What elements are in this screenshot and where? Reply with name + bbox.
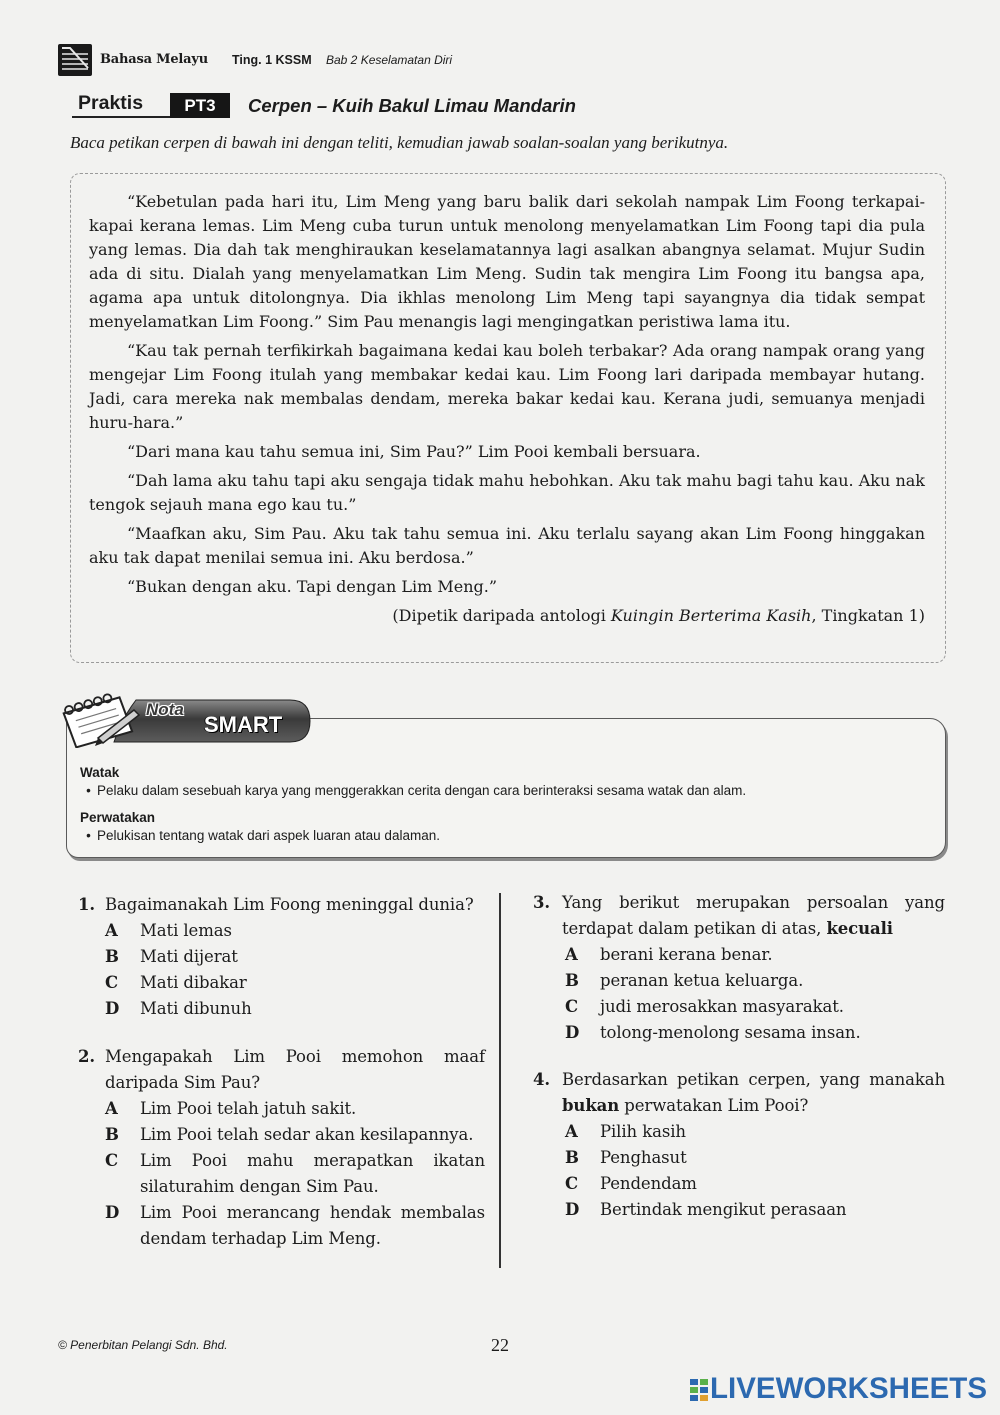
option-c[interactable] (105, 1148, 485, 1200)
option-text: Mati dibunuh (140, 999, 252, 1018)
praktis-label: Praktis (78, 92, 144, 114)
header-subject: Bahasa Melayu (100, 52, 208, 67)
option-letter: A (565, 1122, 578, 1141)
question-stem (78, 892, 485, 918)
options-list (105, 918, 485, 1022)
question-number: 4. (533, 1070, 551, 1089)
option-d[interactable] (565, 1020, 945, 1046)
option-letter: C (565, 1174, 579, 1193)
question-emphasis: kecuali (826, 919, 893, 938)
passage-paragraph: “Kebetulan pada hari itu, Lim Meng yang baru balik dari sekolah nampak Lim Foong terkapai-kapai kerana lemas. Lim Meng cuba turun untuk menolong menyelamatkan Lim Foong tapi dia pula yang lemas. Dia dah tak menghiraukan keselamatannya lagi asalkan abangnya selamat. Mujur Sudin ada di situ. Dialah yang menyelamatkan Lim Meng. Sudin tak mengira Lim Foong itu bangsa apa, agama apa untuk ditolongnya. Dia ikhlas menolong Lim Meng tapi sayangnya dia tidak sempat menyelamatkan Lim Foong.” Sim Pau menangis lagi mengingatkan peristiwa lama itu. (89, 192, 925, 331)
options-list (565, 1119, 945, 1223)
option-text: judi merosakkan masyarakat. (600, 997, 844, 1016)
option-letter: B (105, 947, 119, 966)
option-a[interactable] (565, 1119, 945, 1145)
option-text: Penghasut (600, 1148, 687, 1167)
question-4 (533, 1067, 945, 1223)
option-letter: C (565, 997, 579, 1016)
option-a[interactable] (105, 918, 485, 944)
question-emphasis: bukan (562, 1096, 620, 1115)
option-text: Lim Pooi mahu merapatkan ikatan silaturahim dengan Sim Pau. (140, 1151, 485, 1196)
option-c[interactable] (565, 994, 945, 1020)
pt3-badge: PT3 (170, 93, 230, 118)
option-text: Bertindak mengikut perasaan (600, 1200, 847, 1219)
option-a[interactable] (565, 942, 945, 968)
book-icon (58, 44, 92, 76)
option-letter: D (565, 1023, 580, 1042)
option-a[interactable] (105, 1096, 485, 1122)
question-number: 2. (78, 1047, 96, 1066)
passage-source (89, 604, 925, 628)
column-divider (499, 893, 501, 1268)
option-letter: D (105, 999, 120, 1018)
option-letter: B (565, 971, 579, 990)
option-b[interactable] (105, 944, 485, 970)
option-text: Mati dijerat (140, 947, 238, 966)
nota-bullet-text: Pelukisan tentang watak dari aspek luaran atau dalaman. (97, 828, 440, 843)
option-text: Lim Pooi telah sedar akan kesilapannya. (140, 1125, 474, 1144)
question-text: Bagaimanakah Lim Foong meninggal dunia? (105, 895, 474, 914)
option-d[interactable] (105, 996, 485, 1022)
passage-paragraph: “Maafkan aku, Sim Pau. Aku tak tahu semua ini. Aku terlalu sayang akan Lim Foong hinggakan aku tak dapat menilai semua ini. Aku berdosa.” (89, 524, 925, 567)
option-b[interactable] (565, 1145, 945, 1171)
question-stem (533, 890, 945, 942)
smart-label: SMART (204, 712, 283, 737)
option-letter: C (105, 1151, 119, 1170)
question-text (562, 1067, 945, 1119)
option-d[interactable] (565, 1197, 945, 1223)
copyright: © Penerbitan Pelangi Sdn. Bhd. (58, 1338, 228, 1352)
option-b[interactable] (105, 1122, 485, 1148)
question-stem (78, 1044, 485, 1096)
question-number: 3. (533, 893, 551, 912)
nota-heading-watak: Watak (80, 765, 120, 780)
option-text: Lim Pooi telah jatuh sakit. (140, 1099, 357, 1118)
options-list (565, 942, 945, 1046)
header-chapter: Bab 2 Keselamatan Diri (326, 53, 453, 67)
question-text (562, 890, 945, 942)
header-level: Ting. 1 KSSM (232, 53, 312, 67)
options-list (105, 1096, 485, 1252)
option-text: Mati dibakar (140, 973, 247, 992)
question-number: 1. (78, 895, 96, 914)
passage-box (70, 173, 946, 663)
nota-bullet-text: Pelaku dalam sesebuah karya yang menggerakkan cerita dengan cara berinteraksi sesama watak dan alam. (97, 783, 747, 798)
liveworksheets-logo-icon[interactable] (690, 1379, 708, 1401)
question-text-prefix: Berdasarkan petikan cerpen, yang manakah (562, 1070, 945, 1089)
option-b[interactable] (565, 968, 945, 994)
bullet-icon (80, 827, 97, 844)
question-text-suffix: perwatakan Lim Pooi? (619, 1096, 809, 1115)
nota-bullet-perwatakan (80, 827, 440, 844)
option-c[interactable] (565, 1171, 945, 1197)
instruction: Baca petikan cerpen di bawah ini dengan teliti, kemudian jawab soalan-soalan yang berikutnya. (70, 133, 729, 152)
option-text: Pilih kasih (600, 1122, 686, 1141)
option-text: Lim Pooi merancang hendak membalas dendam terhadap Lim Meng. (140, 1203, 485, 1248)
passage-paragraph: “Kau tak pernah terfikirkah bagaimana kedai kau boleh terbakar? Ada orang nampak orang yang mengejar Lim Foong itulah yang membakar kedai kau. Lim Foong lari daripada membayar hutang. Jadi, cara mereka nak membalas dendam, mereka bakar kedai kau. Kerana judi, semuanya menjadi huru-hara.” (89, 341, 925, 432)
question-3 (533, 890, 945, 1046)
liveworksheets-brand[interactable]: LIVEWORKSHEETS (710, 1372, 987, 1405)
option-letter: A (105, 1099, 118, 1118)
source-title: Kuingin Berterima Kasih (610, 606, 812, 625)
page-number: 22 (491, 1335, 509, 1355)
option-letter: A (565, 945, 578, 964)
option-text: tolong-menolong sesama insan. (600, 1023, 861, 1042)
option-d[interactable] (105, 1200, 485, 1252)
option-text: Pendendam (600, 1174, 697, 1193)
passage-paragraph: “Bukan dengan aku. Tapi dengan Lim Meng.” (127, 577, 498, 596)
option-letter: B (565, 1148, 579, 1167)
question-stem (533, 1067, 945, 1119)
page-title: Cerpen – Kuih Bakul Limau Mandarin (248, 95, 576, 116)
option-letter: C (105, 973, 119, 992)
passage-paragraph: “Dah lama aku tahu tapi aku sengaja tidak mahu hebohkan. Aku tak mahu bagi tahu kau. Aku nak tengok sejauh mana ego kau tu.” (89, 471, 925, 514)
bullet-icon (80, 782, 97, 799)
question-2 (78, 1044, 485, 1252)
question-text: Mengapakah Lim Pooi memohon maaf daripada Sim Pau? (105, 1047, 485, 1092)
option-letter: A (105, 921, 118, 940)
question-text-prefix: Yang berikut merupakan persoalan yang terdapat dalam petikan di atas, (562, 893, 945, 938)
option-c[interactable] (105, 970, 485, 996)
nota-label: Nota (146, 700, 184, 719)
passage-paragraph: “Dari mana kau tahu semua ini, Sim Pau?” Lim Pooi kembali bersuara. (127, 442, 701, 461)
option-letter: B (105, 1125, 119, 1144)
nota-heading-perwatakan: Perwatakan (80, 810, 156, 825)
option-text: peranan ketua keluarga. (600, 971, 804, 990)
source-prefix: (Dipetik daripada antologi (392, 606, 611, 625)
source-suffix: , Tingkatan 1) (811, 606, 925, 625)
option-letter: D (105, 1203, 120, 1222)
praktis-underline (72, 116, 170, 118)
option-letter: D (565, 1200, 580, 1219)
notebook-pencil-icon (58, 688, 148, 748)
option-text: Mati lemas (140, 921, 232, 940)
option-text: berani kerana benar. (600, 945, 773, 964)
question-1 (78, 892, 485, 1022)
nota-bullet-watak (80, 782, 746, 799)
